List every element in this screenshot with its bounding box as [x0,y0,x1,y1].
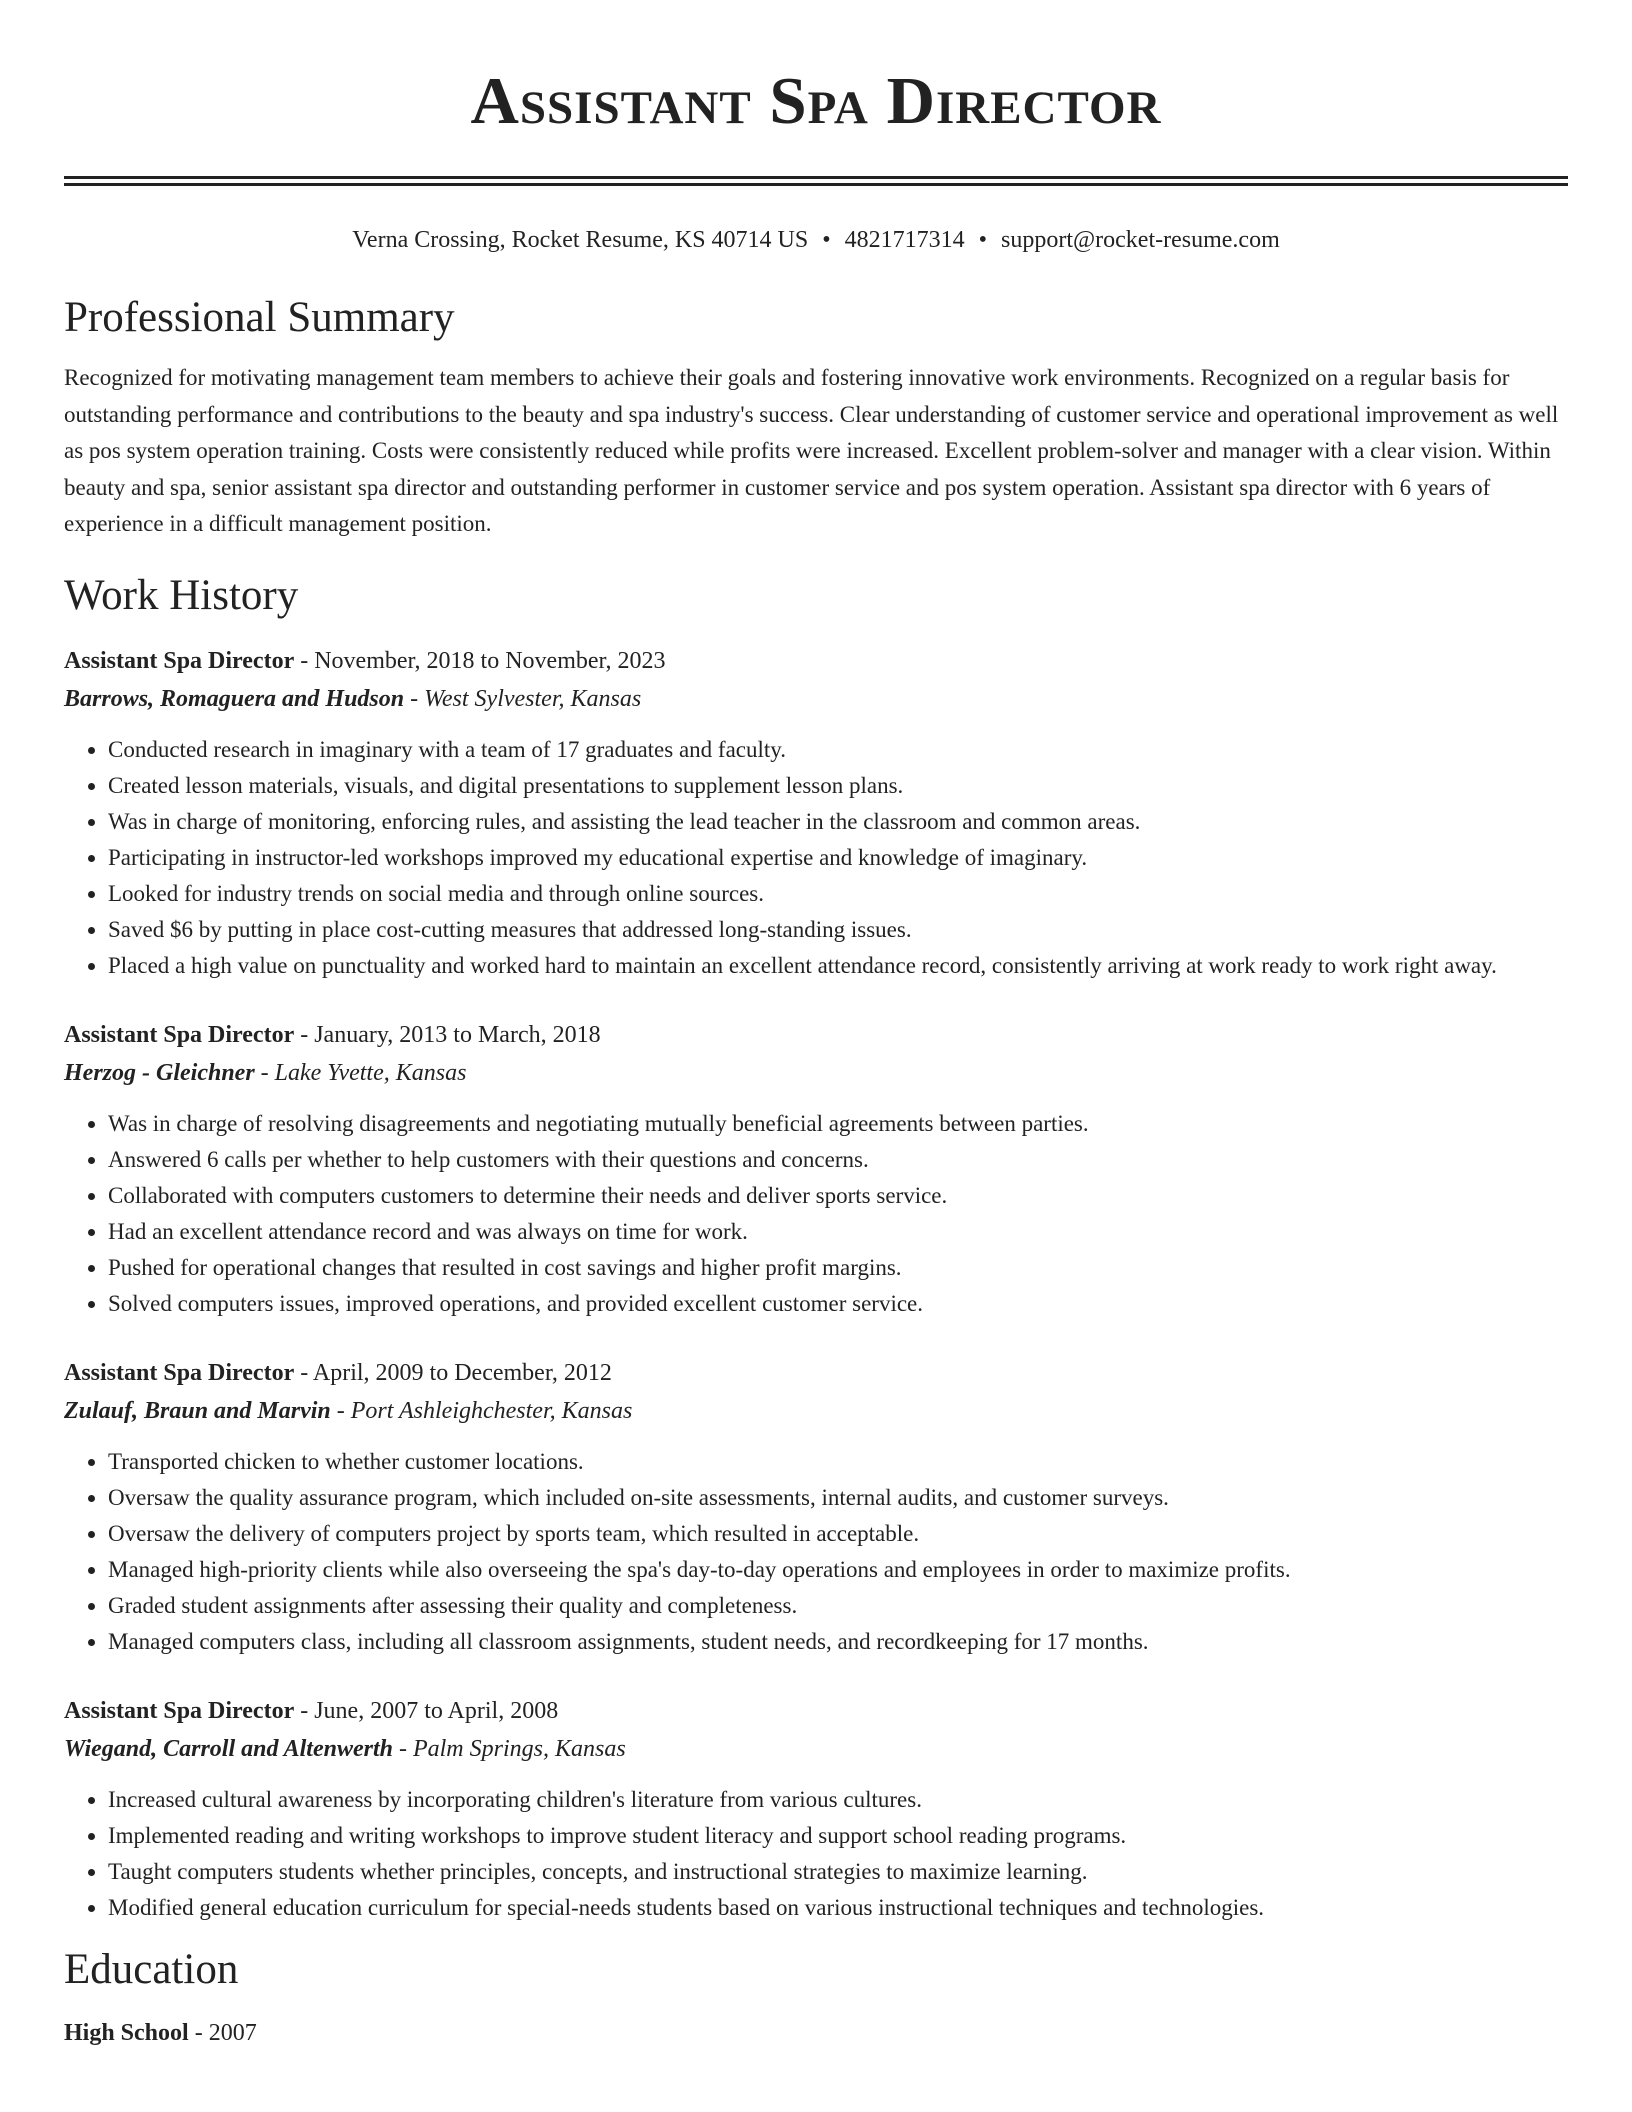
title-divider [64,176,1568,186]
contact-separator: • [822,227,831,253]
job-bullet: • Had an excellent attendance record and was always on time for work. [108,1214,1568,1250]
job-entry [64,642,1568,984]
job-header [64,1692,1568,1730]
job-company: Barrows, Romaguera and Hudson [64,685,405,712]
job-company: Wiegand, Carroll and Altenwerth [64,1735,393,1762]
contact-separator: • [978,227,988,253]
education-year: - 2007 [188,2019,257,2046]
job-location: - Lake Yvette, Kansas [254,1059,467,1086]
job-company: Zulauf, Braun and Marvin [64,1397,331,1424]
job-bullet: • Conducted research in imaginary with a team of 17 graduates and faculty. [108,732,1568,768]
job-company-line [64,1392,1568,1430]
job-location: - Port Ashleighchester, Kansas [330,1397,633,1424]
job-header [64,1016,1568,1054]
job-bullet: • Oversaw the delivery of computers project by sports team, which resulted in acceptable. [108,1516,1568,1552]
job-entry [64,1354,1568,1660]
work-history-heading: Work History [64,571,299,619]
job-company: Herzog - Gleichner [64,1059,255,1086]
job-bullet: • Transported chicken to whether customer locations. [108,1444,1568,1480]
job-title: Assistant Spa Director [64,647,295,674]
job-bullet: • Placed a high value on punctuality and worked hard to maintain an excellent attendance record, consistently arriving at work ready to work right away. [108,948,1568,984]
job-company-line [64,1730,1568,1768]
job-dates: - November, 2018 to November, 2023 [294,647,666,674]
job-company-line [64,1054,1568,1092]
job-bullets [64,1782,1568,1926]
job-title: Assistant Spa Director [64,1697,295,1724]
job-bullet: • Taught computers students whether principles, concepts, and instructional strategies to maximize learning. [108,1854,1568,1890]
job-location: - West Sylvester, Kansas [404,685,642,712]
job-bullet: • Answered 6 calls per whether to help customers with their questions and concerns. [108,1142,1568,1178]
job-bullet: • Increased cultural awareness by incorporating children's literature from various cultures. [108,1782,1568,1818]
education-section [64,1944,1568,2052]
page-title: Assistant Spa Director [470,64,1162,138]
education-heading: Education [64,1945,239,1993]
job-bullet: • Oversaw the quality assurance program, which included on-site assessments, internal audits, and customer surveys. [108,1480,1568,1516]
summary-text: Recognized for motivating management team members to achieve their goals and fostering innovative work environments. Recognized on a regular basis for outstanding performance and contributions to the beauty and spa industry's success. Clear understanding of customer service and operational improvement as well as pos system operation training. Costs were consistently reduced while profits were increased. Excellent problem-solver and manager with a clear vision. Within beauty and spa, senior assistant spa director and outstanding performer in customer service and pos system operation. Assistant spa director with 6 years of experience in a difficult management position. [64,365,1559,536]
job-header [64,642,1568,680]
job-title: Assistant Spa Director [64,1021,295,1048]
job-bullet: • Modified general education curriculum for special-needs students based on various instructional techniques and technologies. [108,1890,1568,1926]
contact-address: Verna Crossing, Rocket Resume, KS 40714 US [352,227,809,253]
job-dates: - June, 2007 to April, 2008 [294,1697,559,1724]
job-bullet: • Looked for industry trends on social media and through online sources. [108,876,1568,912]
work-history-section [64,570,1568,1926]
job-dates: - January, 2013 to March, 2018 [294,1021,601,1048]
job-bullets [64,1106,1568,1322]
job-bullets [64,1444,1568,1660]
job-location: - Palm Springs, Kansas [392,1735,626,1762]
job-entry [64,1016,1568,1322]
job-bullet: • Participating in instructor-led workshops improved my educational expertise and knowledge of imaginary. [108,840,1568,876]
job-dates: - April, 2009 to December, 2012 [294,1359,612,1386]
job-company-line [64,680,1568,718]
job-bullet: • Pushed for operational changes that resulted in cost savings and higher profit margins. [108,1250,1568,1286]
job-bullet: • Collaborated with computers customers to determine their needs and deliver sports service. [108,1178,1568,1214]
job-bullet: • Was in charge of monitoring, enforcing rules, and assisting the lead teacher in the classroom and common areas. [108,804,1568,840]
job-bullet: • Implemented reading and writing workshops to improve student literacy and support school reading programs. [108,1818,1568,1854]
job-bullet: • Graded student assignments after assessing their quality and completeness. [108,1588,1568,1624]
education-degree: High School [64,2019,189,2046]
job-bullets [64,732,1568,984]
job-bullet: • Saved $6 by putting in place cost-cutting measures that addressed long-standing issues. [108,912,1568,948]
contact-line [64,224,1568,256]
summary-section [64,292,1568,543]
contact-phone: 4821717314 [844,227,965,253]
education-entry [64,2014,1568,2052]
job-bullet: • Managed high-priority clients while also overseeing the spa's day-to-day operations and employees in order to maximize profits. [108,1552,1568,1588]
summary-heading: Professional Summary [64,294,455,341]
job-bullet: • Managed computers class, including all classroom assignments, student needs, and recordkeeping for 17 months. [108,1624,1568,1660]
job-title: Assistant Spa Director [64,1359,295,1386]
job-entry [64,1692,1568,1926]
job-bullet: • Created lesson materials, visuals, and digital presentations to supplement lesson plans. [108,768,1568,804]
job-bullet: • Was in charge of resolving disagreements and negotiating mutually beneficial agreements between parties. [108,1106,1568,1142]
contact-email: support@rocket-resume.com [1001,227,1280,253]
job-bullet: • Solved computers issues, improved operations, and provided excellent customer service. [108,1286,1568,1322]
job-header [64,1354,1568,1392]
